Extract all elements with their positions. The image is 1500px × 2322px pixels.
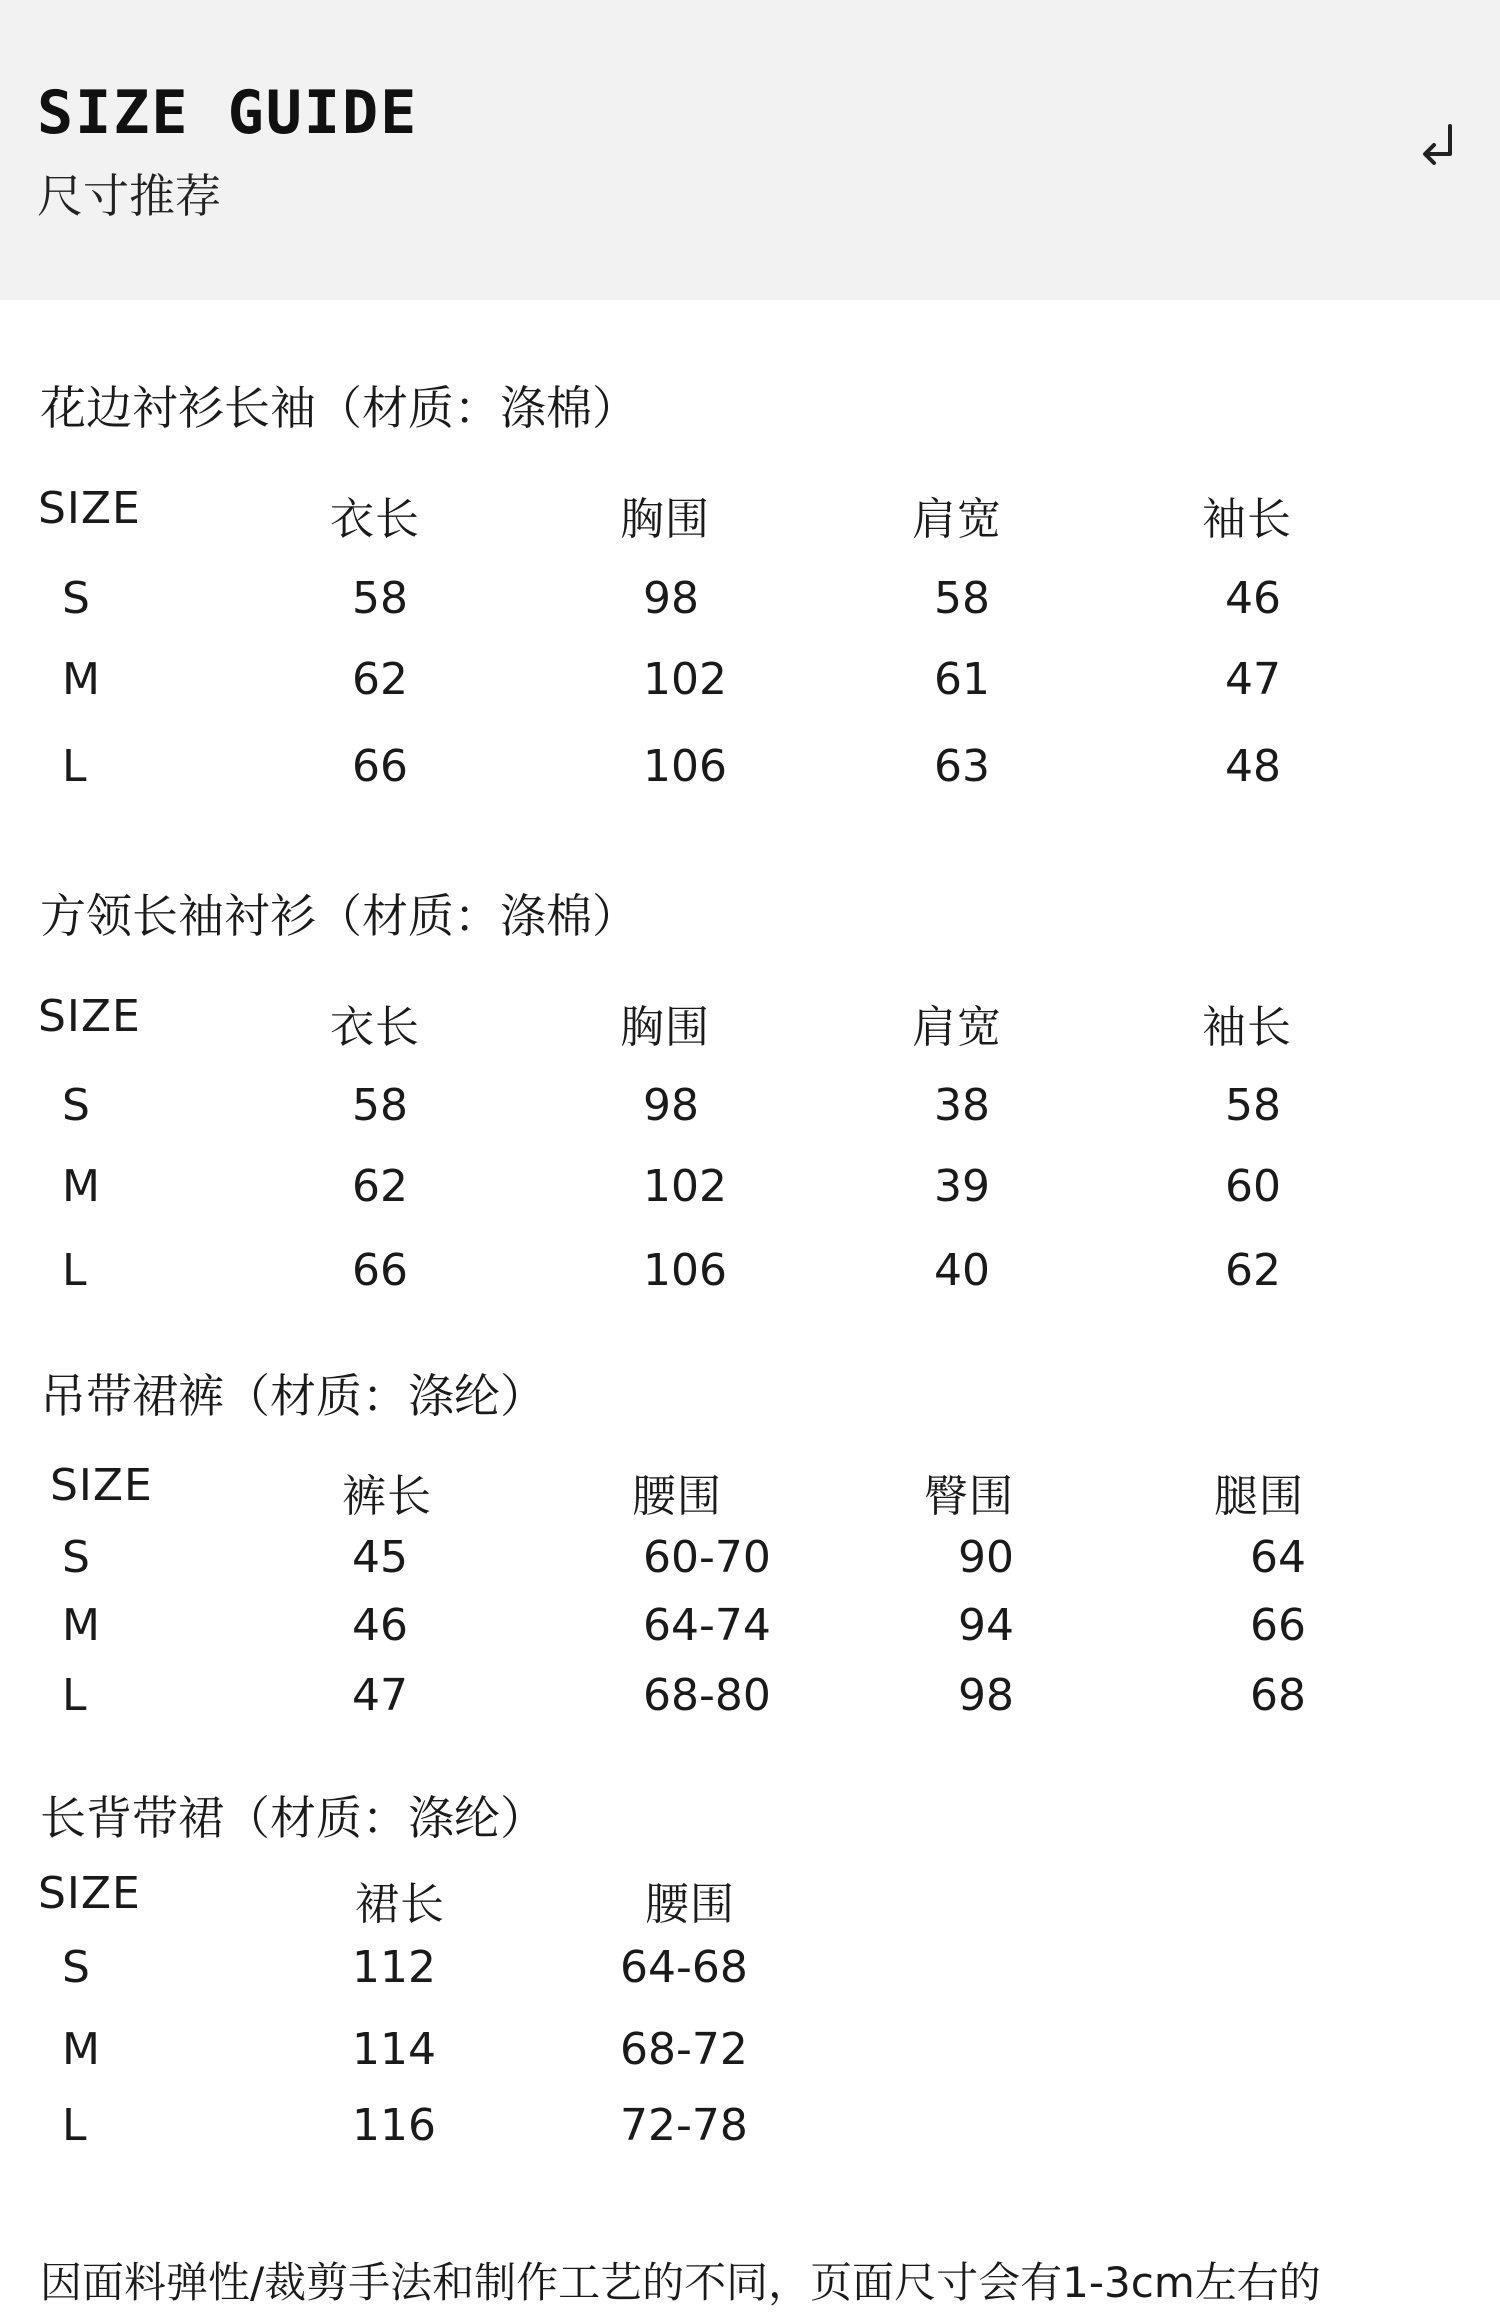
table-cell: 61 bbox=[934, 654, 990, 705]
table-cell: 102 bbox=[643, 654, 727, 705]
col-header-waist: 腰围 bbox=[645, 1879, 735, 1930]
table-cell: 98 bbox=[643, 1080, 699, 1131]
col-header-thigh: 腿围 bbox=[1214, 1471, 1304, 1522]
table-cell: 58 bbox=[352, 1080, 408, 1131]
table-cell: 47 bbox=[1225, 654, 1281, 705]
table-cell: 68-80 bbox=[643, 1670, 771, 1721]
table-cell: 66 bbox=[352, 741, 408, 792]
col-header-shoulder: 肩宽 bbox=[912, 1002, 1002, 1053]
table-cell: 45 bbox=[352, 1532, 408, 1583]
table-cell: 72-78 bbox=[620, 2100, 748, 2151]
col-header-chest: 胸围 bbox=[620, 1002, 710, 1053]
footnote: 因面料弹性/裁剪手法和制作工艺的不同，页面尺寸会有1-3cm左右的 bbox=[40, 2258, 1321, 2307]
col-header-size: SIZE bbox=[50, 1460, 153, 1511]
table-cell: 64-74 bbox=[643, 1600, 771, 1651]
table-cell: 47 bbox=[352, 1670, 408, 1721]
col-header-size: SIZE bbox=[38, 483, 141, 534]
table-cell: S bbox=[62, 1532, 90, 1583]
col-header-sleeve: 袖长 bbox=[1202, 1002, 1292, 1053]
table-cell: S bbox=[62, 1942, 90, 1993]
page-title: SIZE GUIDE bbox=[37, 78, 419, 148]
table-cell: 94 bbox=[958, 1600, 1014, 1651]
return-arrow-icon[interactable] bbox=[1418, 122, 1458, 170]
table-title-overall-shorts: 吊带裙裤（材质：涤纶） bbox=[40, 1369, 546, 1423]
table-cell: 46 bbox=[352, 1600, 408, 1651]
table-cell: 62 bbox=[352, 654, 408, 705]
table-cell: 66 bbox=[352, 1245, 408, 1296]
header bbox=[0, 0, 1500, 300]
table-cell: 63 bbox=[934, 741, 990, 792]
table-cell: L bbox=[62, 741, 87, 792]
table-cell: 39 bbox=[934, 1161, 990, 1212]
col-header-waist: 腰围 bbox=[632, 1471, 722, 1522]
table-cell: S bbox=[62, 1080, 90, 1131]
table-cell: M bbox=[62, 1600, 100, 1651]
table-cell: L bbox=[62, 2100, 87, 2151]
table-cell: 66 bbox=[1250, 1600, 1306, 1651]
table-cell: 58 bbox=[934, 573, 990, 624]
col-header-length: 衣长 bbox=[330, 494, 420, 545]
page-subtitle: 尺寸推荐 bbox=[37, 169, 221, 223]
table-cell: 106 bbox=[643, 1245, 727, 1296]
table-cell: 62 bbox=[1225, 1245, 1281, 1296]
table-cell: 98 bbox=[643, 573, 699, 624]
table-cell: M bbox=[62, 654, 100, 705]
table-cell: M bbox=[62, 2024, 100, 2075]
table-cell: 106 bbox=[643, 741, 727, 792]
table-cell: M bbox=[62, 1161, 100, 1212]
table-cell: 40 bbox=[934, 1245, 990, 1296]
col-header-skirt-length: 裙长 bbox=[355, 1879, 445, 1930]
table-cell: 112 bbox=[352, 1942, 436, 1993]
table-cell: 48 bbox=[1225, 741, 1281, 792]
table-cell: 68-72 bbox=[620, 2024, 748, 2075]
table-cell: 60-70 bbox=[643, 1532, 771, 1583]
table-cell: 58 bbox=[352, 573, 408, 624]
table-cell: 62 bbox=[352, 1161, 408, 1212]
col-header-length: 衣长 bbox=[330, 1002, 420, 1053]
table-cell: 38 bbox=[934, 1080, 990, 1131]
table-cell: 98 bbox=[958, 1670, 1014, 1721]
table-cell: L bbox=[62, 1245, 87, 1296]
table-title-long-strap-dress: 长背带裙（材质：涤纶） bbox=[40, 1791, 546, 1845]
table-cell: L bbox=[62, 1670, 87, 1721]
table-title-lace-shirt: 花边衬衫长袖（材质：涤棉） bbox=[40, 381, 638, 435]
col-header-size: SIZE bbox=[38, 1868, 141, 1919]
table-cell: 90 bbox=[958, 1532, 1014, 1583]
col-header-chest: 胸围 bbox=[620, 494, 710, 545]
table-cell: 64 bbox=[1250, 1532, 1306, 1583]
table-cell: 46 bbox=[1225, 573, 1281, 624]
col-header-hip: 臀围 bbox=[924, 1471, 1014, 1522]
table-cell: 60 bbox=[1225, 1161, 1281, 1212]
table-cell: 58 bbox=[1225, 1080, 1281, 1131]
col-header-sleeve: 袖长 bbox=[1202, 494, 1292, 545]
table-cell: 102 bbox=[643, 1161, 727, 1212]
table-cell: 68 bbox=[1250, 1670, 1306, 1721]
col-header-size: SIZE bbox=[38, 991, 141, 1042]
table-cell: 64-68 bbox=[620, 1942, 748, 1993]
table-title-square-neck-shirt: 方领长袖衬衫（材质：涤棉） bbox=[40, 889, 638, 943]
col-header-pants-length: 裤长 bbox=[342, 1471, 432, 1522]
table-cell: S bbox=[62, 573, 90, 624]
table-cell: 114 bbox=[352, 2024, 436, 2075]
col-header-shoulder: 肩宽 bbox=[912, 494, 1002, 545]
table-cell: 116 bbox=[352, 2100, 436, 2151]
